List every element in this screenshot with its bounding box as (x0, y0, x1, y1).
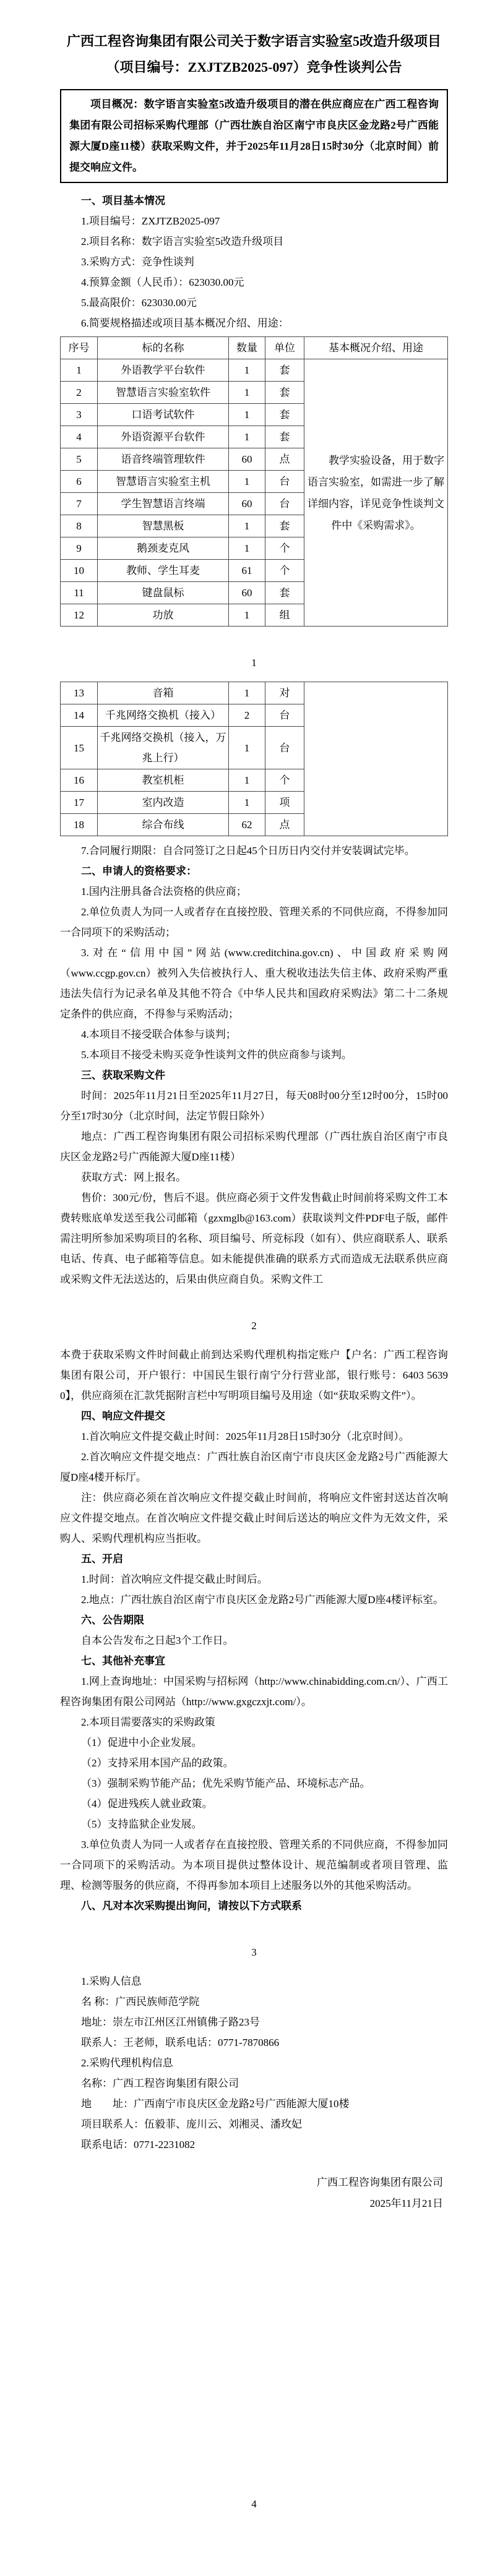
cell-qty: 60 (229, 493, 265, 515)
cell-item-name: 学生智慧语言终端 (98, 493, 229, 515)
signature-company: 广西工程咨询集团有限公司 (317, 2176, 443, 2188)
cell-item-name: 室内改造 (98, 792, 229, 814)
cell-seq: 2 (61, 382, 98, 404)
cell-item-name: 教室机柜 (98, 769, 229, 792)
cell-qty: 60 (229, 582, 265, 604)
section-heading: 二、申请人的资格要求： (81, 865, 197, 877)
signature-date: 2025年11月21日 (369, 2197, 443, 2209)
paragraph: 1.项目编号：ZXJTZB2025-097 (81, 215, 220, 227)
cell-qty: 1 (229, 404, 265, 426)
cell-unit: 个 (265, 537, 304, 560)
cell-unit: 个 (265, 560, 304, 582)
cell-item-name: 智慧黑板 (98, 515, 229, 537)
table-header-row (61, 337, 448, 359)
cell-seq: 8 (61, 515, 98, 537)
paragraph: 地址：崇左市江州区江州镇佛子路23号 (81, 2016, 260, 2028)
cell-unit: 组 (265, 604, 304, 627)
cell-seq: 18 (61, 814, 98, 836)
paragraph: 项目联系人：伍毅菲、庞川云、刘湘灵、潘玫妃 (81, 2118, 302, 2130)
title-line-1: 广西工程咨询集团有限公司关于数字语言实验室5改造升级项目 (66, 33, 441, 49)
paragraph: （5）支持监狱企业发展。 (81, 1818, 202, 1830)
cell-seq: 12 (61, 604, 98, 627)
cell-item-name: 千兆网络交换机（接入，万兆上行） (98, 727, 229, 769)
cell-seq: 4 (61, 426, 98, 448)
cell-item-name: 教师、学生耳麦 (98, 560, 229, 582)
section-heading: 三、获取采购文件 (81, 1069, 165, 1081)
paragraph: 1.采购人信息 (81, 1975, 142, 1987)
cell-item-name: 口语考试软件 (98, 404, 229, 426)
cell-qty: 1 (229, 471, 265, 493)
cell-qty: 1 (229, 537, 265, 560)
paragraph-continuation: 本费于获取采购文件时间截止前到达采购代理机构指定账户【户名：广西工程咨询集团有限公司，开户银行：中国民生银行南宁分行营业部，银行账号：6403 5639 0】，供应商须在汇款凭据附言栏中写明项目编号及用途（如“获取采购文件”）。 (60, 1349, 448, 1401)
cell-item-name: 鹅颈麦克风 (98, 537, 229, 560)
cell-qty: 1 (229, 604, 265, 627)
paragraph: 时间：2025年11月21日至2025年11月27日，每天08时00分至12时00分，15时00分至17时30分（北京时间，法定节假日除外） (60, 1090, 448, 1122)
cell-qty: 1 (229, 769, 265, 792)
cell-seq: 7 (61, 493, 98, 515)
paragraph: 1.首次响应文件提交截止时间：2025年11月28日15时30分（北京时间）。 (81, 1431, 410, 1442)
col-header-2: 数量 (229, 337, 265, 359)
paragraph: 4.本项目不接受联合体参与谈判； (81, 1029, 236, 1040)
cell-unit: 对 (265, 682, 304, 704)
cell-seq: 13 (61, 682, 98, 704)
items-table-part2 (60, 682, 448, 836)
paragraph: 2.单位负责人为同一人或者存在直接控股、管理关系的不同供应商，不得参加同一合同项下的采购活动； (60, 906, 448, 938)
col-header-1: 标的名称 (98, 337, 229, 359)
col-header-3: 单位 (265, 337, 304, 359)
cell-unit: 套 (265, 382, 304, 404)
paragraph: 1.网上查询地址：中国采购与招标网（http://www.chinabidding.com.cn/）、广西工程咨询集团有限公司网站（http://www.gxgczxjt.com/）。 (60, 1675, 448, 1708)
paragraph: 3.采购方式：竞争性谈判 (81, 256, 194, 268)
cell-seq: 6 (61, 471, 98, 493)
cell-unit: 点 (265, 448, 304, 471)
section-heading: 一、项目基本情况 (81, 195, 165, 207)
paragraph: 2.首次响应文件提交地点：广西壮族自治区南宁市良庆区金龙路2号广西能源大厦D座4楼开标厅。 (60, 1451, 448, 1483)
cell-unit: 项 (265, 792, 304, 814)
page-number: 1 (251, 657, 257, 669)
cell-unit: 套 (265, 582, 304, 604)
cell-seq: 14 (61, 704, 98, 727)
paragraph: 5.本项目不接受未购买竞争性谈判文件的供应商参与谈判。 (81, 1049, 352, 1061)
paragraph: 售价：300元/份，售后不退。供应商必须于文件发售截止时间前将采购文件工本费转账底单发送至我公司邮箱（gzxmglb@163.com）获取谈判文件PDF电子版，邮件需注明所参加采购项目的名称、项目编号、所竞标段（如有）、供应商联系人、联系电话、传真、电子邮箱等信息。如未能提供准确的联系方式而造成无法联系供应商或采购文件无法送达的，后果由供应商自负。采购文件工 (60, 1192, 448, 1285)
cell-unit: 台 (265, 704, 304, 727)
cell-qty: 61 (229, 560, 265, 582)
paragraph: 5.最高限价：623030.00元 (81, 297, 197, 309)
cell-unit: 台 (265, 493, 304, 515)
paragraph: 注：供应商必须在首次响应文件提交截止时间前，将响应文件密封送达首次响应文件提交地点。在首次响应文件提交截止时间后送达的响应文件为无效文件，采购人、采购代理机构应当拒收。 (60, 1492, 448, 1544)
paragraph: 2.本项目需要落实的采购政策 (81, 1716, 215, 1728)
cell-seq: 17 (61, 792, 98, 814)
paragraph: 名 称：广西民族师范学院 (81, 1996, 200, 2008)
paragraph: （2）支持采用本国产品的政策。 (81, 1757, 234, 1769)
cell-qty: 62 (229, 814, 265, 836)
table-row (61, 682, 448, 704)
cell-merged-description (304, 359, 448, 627)
cell-unit: 套 (265, 359, 304, 382)
page-number: 2 (251, 1320, 257, 1332)
title-line-2: （项目编号：ZXJTZB2025-097）竞争性谈判公告 (106, 59, 402, 75)
paragraph: 3.对在“信用中国”网站(www.creditchina.gov.cn)、中国政府采购网（www.ccgp.gov.cn）被列入失信被执行人、重大税收违法失信主体、政府采购严重违法失信行为记录名单及其他不符合《中华人民共和国政府采购法》第二十二条规定条件的供应商，不得参与采购活动； (60, 947, 448, 1020)
col-header-0: 序号 (61, 337, 98, 359)
cell-item-name: 键盘鼠标 (98, 582, 229, 604)
paragraph: 6.简要规格描述或项目基本概况介绍、用途： (81, 317, 289, 329)
cell-item-name: 外语资源平台软件 (98, 426, 229, 448)
cell-qty: 1 (229, 515, 265, 537)
cell-seq: 11 (61, 582, 98, 604)
paragraph: （4）促进残疾人就业政策。 (81, 1798, 213, 1810)
paragraph: 1.国内注册具备合法资格的供应商； (81, 886, 247, 897)
cell-unit: 套 (265, 426, 304, 448)
section-heading: 八、凡对本次采购提出询问，请按以下方式联系 (81, 1900, 302, 1912)
signature-block (60, 2172, 448, 2214)
cell-unit: 台 (265, 471, 304, 493)
cell-unit: 套 (265, 404, 304, 426)
paragraph: 7.合同履行期限：自合同签订之日起45个日历日内交付并安装调试完毕。 (81, 845, 415, 857)
cell-unit: 套 (265, 515, 304, 537)
paragraph: 自本公告发布之日起3个工作日。 (81, 1635, 234, 1646)
cell-seq: 10 (61, 560, 98, 582)
cell-seq: 1 (61, 359, 98, 382)
table-row (61, 359, 448, 382)
cell-item-name: 智慧语言实验室软件 (98, 382, 229, 404)
overview-box (60, 89, 448, 183)
paragraph: 联系人：王老师，联系电话：0771-7870866 (81, 2037, 280, 2048)
cell-seq: 15 (61, 727, 98, 769)
cell-item-name: 智慧语言实验室主机 (98, 471, 229, 493)
paragraph: （3）强制采购节能产品；优先采购节能产品、环境标志产品。 (81, 1778, 371, 1789)
document-title (60, 28, 448, 80)
cell-qty: 2 (229, 704, 265, 727)
cell-qty: 1 (229, 727, 265, 769)
cell-seq: 9 (61, 537, 98, 560)
cell-unit: 点 (265, 814, 304, 836)
cell-qty: 1 (229, 426, 265, 448)
cell-qty: 1 (229, 359, 265, 382)
page-number: 4 (251, 2498, 257, 2510)
paragraph: 3.单位负责人为同一人或者存在直接控股、管理关系的不同供应商，不得参加同一合同项下的采购活动。为本项目提供过整体设计、规范编制或者项目管理、监理、检测等服务的供应商，不得再参加本项目上述服务以外的其他采购活动。 (60, 1839, 448, 1891)
cell-item-name: 综合布线 (98, 814, 229, 836)
cell-qty: 1 (229, 382, 265, 404)
paragraph: 联系电话：0771-2231082 (81, 2139, 196, 2150)
paragraph: 4.预算金额（人民币）：623030.00元 (81, 276, 244, 288)
cell-seq: 5 (61, 448, 98, 471)
paragraph: 获取方式：网上报名。 (81, 1171, 186, 1183)
cell-unit: 个 (265, 769, 304, 792)
cell-unit: 台 (265, 727, 304, 769)
paragraph: 2.地点：广西壮族自治区南宁市良庆区金龙路2号广西能源大厦D座4楼评标室。 (81, 1594, 444, 1606)
paragraph: 地点：广西工程咨询集团有限公司招标采购代理部（广西壮族自治区南宁市良庆区金龙路2号广西能源大厦D座11楼） (60, 1131, 448, 1163)
overview-text: 项目概况：数字语言实验室5改造升级项目的潜在供应商应在广西工程咨询集团有限公司招标采购代理部（广西壮族自治区南宁市良庆区金龙路2号广西能源大厦D座11楼）获取采购文件，并于2025年11月28日15时30分（北京时间）前提交响应文件。 (69, 98, 439, 173)
cell-merged-description (304, 682, 448, 836)
paragraph: 名称：广西工程咨询集团有限公司 (81, 2077, 239, 2089)
cell-qty: 60 (229, 448, 265, 471)
cell-seq: 3 (61, 404, 98, 426)
cell-item-name: 外语教学平台软件 (98, 359, 229, 382)
cell-item-name: 音箱 (98, 682, 229, 704)
paragraph: 2.项目名称：数字语言实验室5改造升级项目 (81, 236, 284, 247)
section-heading: 四、响应文件提交 (81, 1410, 165, 1422)
document-body (60, 28, 448, 2514)
cell-item-name: 功放 (98, 604, 229, 627)
paragraph: （1）促进中小企业发展。 (81, 1737, 202, 1748)
page-number: 3 (251, 1946, 257, 1958)
col-header-4: 基本概况介绍、用途 (304, 337, 448, 359)
cell-qty: 1 (229, 792, 265, 814)
paragraph: 地 址：广西南宁市良庆区金龙路2号广西能源大厦10楼 (81, 2098, 350, 2110)
items-table-part1 (60, 336, 448, 627)
cell-qty: 1 (229, 682, 265, 704)
section-heading: 六、公告期限 (81, 1614, 144, 1626)
cell-seq: 16 (61, 769, 98, 792)
paragraph: 2.采购代理机构信息 (81, 2057, 173, 2069)
cell-item-name: 语音终端管理软件 (98, 448, 229, 471)
paragraph: 1.时间：首次响应文件提交截止时间后。 (81, 1573, 268, 1585)
merged-description-text: 教学实验设备，用于数字语言实验室，如需进一步了解详细内容，详见竞争性谈判文件中《采购需求》。 (308, 454, 444, 531)
cell-item-name: 千兆网络交换机（接入） (98, 704, 229, 727)
section-heading: 七、其他补充事宜 (81, 1655, 165, 1667)
section-heading: 五、开启 (81, 1553, 123, 1565)
